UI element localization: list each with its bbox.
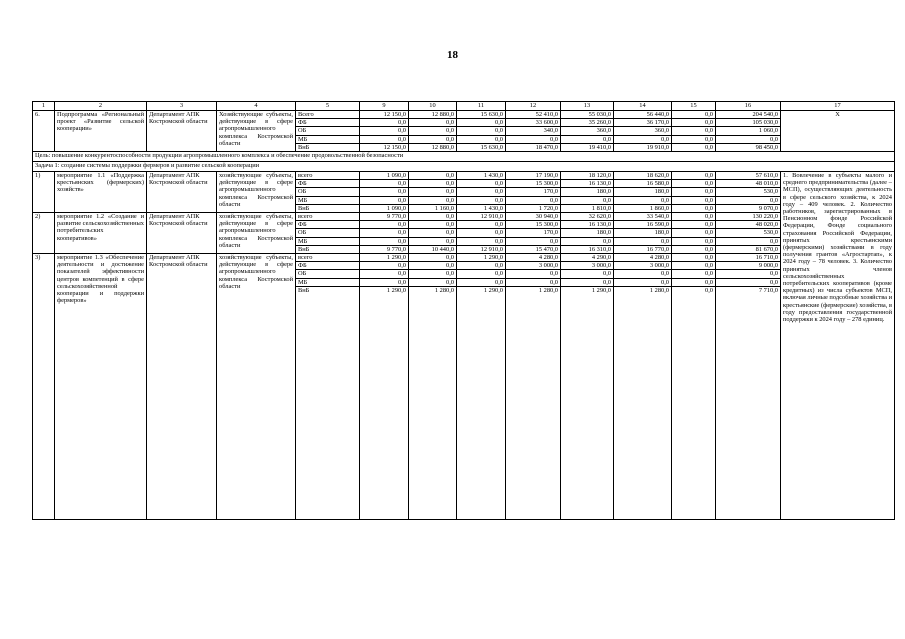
- amount-cell: 0,0: [457, 237, 506, 245]
- amount-cell: 9 070,0: [716, 204, 781, 212]
- amount-cell: 12 880,0: [409, 143, 457, 151]
- page-number: 18: [447, 49, 458, 61]
- column-header: 2: [55, 102, 147, 111]
- participants: хозяйствующие субъекты, действующие в сфере агропромышленного комплекса Костромской области: [217, 172, 296, 213]
- amount-cell: 0,0: [360, 229, 409, 237]
- amount-cell: 0,0: [672, 135, 716, 143]
- amount-cell: 12 150,0: [360, 111, 409, 119]
- amount-cell: 0,0: [672, 172, 716, 180]
- amount-cell: 0,0: [360, 221, 409, 229]
- amount-cell: 32 620,0: [561, 213, 614, 221]
- amount-cell: 16 580,0: [614, 180, 672, 188]
- amount-cell: 0,0: [672, 143, 716, 151]
- indicators: 1. Вовлечение в субъекты малого и среднего предпринимательства (далее – МСП), осуществляющих деятельность в сфере сельского хозяйства, к 2024 году – 409 человек. 2. Количество работников, зарегистрированных в Пенсионном фонде Российской Федерации, Фонде социального страхования Российской Федерации, принятых крестьянскими (фермерскими) хозяйствами в году получения грантов «Агростартап», к 2024 году – 78 человек. 3. Количество принятых членов сельскохозяйственных потребительских кооперативов (кроме кредитных) из числа субъектов МСП, включая личные подсобные хозяйства и крестьянские (фермерские) хозяйства, в году предоставления государственной поддержки к 2024 году – 278 единиц.: [781, 172, 895, 520]
- amount-cell: 0,0: [716, 135, 781, 143]
- amount-cell: 0,0: [672, 204, 716, 212]
- amount-cell: 1 430,0: [457, 204, 506, 212]
- funding-source: ФБ: [296, 119, 360, 127]
- goal-text: Цель: повышение конкурентоспособности продукции агропромышленного комплекса и обеспечение продовольственной безопасности: [33, 152, 895, 162]
- amount-cell: 48 010,0: [716, 180, 781, 188]
- amount-cell: 0,0: [672, 119, 716, 127]
- amount-cell: 0,0: [360, 237, 409, 245]
- funding-source: ВнБ: [296, 143, 360, 151]
- amount-cell: 0,0: [409, 254, 457, 262]
- amount-cell: 0,0: [561, 270, 614, 278]
- amount-cell: 0,0: [457, 229, 506, 237]
- table-row: [33, 213, 895, 221]
- amount-cell: 0,0: [672, 237, 716, 245]
- amount-cell: 1 290,0: [360, 254, 409, 262]
- amount-cell: 0,0: [614, 237, 672, 245]
- amount-cell: 0,0: [457, 262, 506, 270]
- amount-cell: 9 000,0: [716, 262, 781, 270]
- amount-cell: 9 770,0: [360, 245, 409, 253]
- amount-cell: 1 290,0: [360, 286, 409, 519]
- amount-cell: 15 300,0: [506, 180, 561, 188]
- participants: Хозяйствующие субъекты, действующие в сфере агропромышленного комплекса Костромской области: [217, 111, 296, 152]
- amount-cell: 15 630,0: [457, 111, 506, 119]
- amount-cell: 0,0: [672, 221, 716, 229]
- amount-cell: 3 000,0: [561, 262, 614, 270]
- amount-cell: 0,0: [672, 213, 716, 221]
- amount-cell: 0,0: [506, 135, 561, 143]
- executor: Департамент АПК Костромской области: [147, 111, 217, 152]
- amount-cell: 1 720,0: [506, 204, 561, 212]
- amount-cell: 0,0: [409, 196, 457, 204]
- amount-cell: 12 880,0: [409, 111, 457, 119]
- amount-cell: 340,0: [506, 127, 561, 135]
- column-header: 13: [561, 102, 614, 111]
- amount-cell: 55 030,0: [561, 111, 614, 119]
- amount-cell: 130 220,0: [716, 213, 781, 221]
- program-table: [32, 101, 895, 520]
- amount-cell: 0,0: [561, 196, 614, 204]
- amount-cell: 0,0: [672, 188, 716, 196]
- amount-cell: 1 810,0: [561, 204, 614, 212]
- amount-cell: 0,0: [457, 127, 506, 135]
- amount-cell: 530,0: [716, 188, 781, 196]
- amount-cell: 1 290,0: [561, 286, 614, 519]
- measure-name: мероприятие 1.3 «Обеспечение деятельности и достижение показателей эффективности центров компетенций в сфере сельскохозяйственной кооперации и поддержки фермеров»: [55, 254, 147, 520]
- amount-cell: 0,0: [360, 196, 409, 204]
- row-number: 3): [33, 254, 55, 520]
- table-row: [33, 111, 895, 119]
- amount-cell: 16 770,0: [614, 245, 672, 253]
- executor: Департамент АПК Костромской области: [147, 254, 217, 520]
- amount-cell: 4 290,0: [561, 254, 614, 262]
- amount-cell: 360,0: [614, 127, 672, 135]
- executor: Департамент АПК Костромской области: [147, 213, 217, 254]
- amount-cell: 36 170,0: [614, 119, 672, 127]
- amount-cell: 16 310,0: [561, 245, 614, 253]
- amount-cell: 0,0: [409, 229, 457, 237]
- funding-source: всего: [296, 213, 360, 221]
- measure-name: Подпрограмма «Региональный проект «Развитие сельской кооперации»: [55, 111, 147, 152]
- amount-cell: 0,0: [672, 270, 716, 278]
- amount-cell: 0,0: [672, 245, 716, 253]
- column-header: 15: [672, 102, 716, 111]
- amount-cell: 204 540,0: [716, 111, 781, 119]
- column-header: 4: [217, 102, 296, 111]
- amount-cell: 0,0: [457, 221, 506, 229]
- participants: хозяйствующие субъекты, действующие в сфере агропромышленного комплекса Костромской области: [217, 254, 296, 520]
- funding-source: всего: [296, 172, 360, 180]
- amount-cell: 15 470,0: [506, 245, 561, 253]
- amount-cell: 0,0: [457, 196, 506, 204]
- amount-cell: 0,0: [409, 213, 457, 221]
- amount-cell: 98 450,0: [716, 143, 781, 151]
- column-header: 17: [781, 102, 895, 111]
- amount-cell: 0,0: [614, 278, 672, 286]
- amount-cell: 1 280,0: [614, 286, 672, 519]
- amount-cell: 3 000,0: [614, 262, 672, 270]
- amount-cell: 0,0: [360, 278, 409, 286]
- amount-cell: 0,0: [457, 278, 506, 286]
- amount-cell: 1 160,0: [409, 204, 457, 212]
- measure-name: мероприятие 1.2 «Создание и развитие сельскохозяйственных потребительских кооперативов»: [55, 213, 147, 254]
- task-row: [33, 162, 895, 172]
- amount-cell: 0,0: [409, 127, 457, 135]
- amount-cell: 0,0: [506, 270, 561, 278]
- amount-cell: 0,0: [457, 188, 506, 196]
- amount-cell: 0,0: [409, 278, 457, 286]
- amount-cell: 17 190,0: [506, 172, 561, 180]
- amount-cell: 0,0: [672, 196, 716, 204]
- amount-cell: 12 150,0: [360, 143, 409, 151]
- amount-cell: 0,0: [716, 196, 781, 204]
- amount-cell: 170,0: [506, 229, 561, 237]
- funding-source: ВнБ: [296, 204, 360, 212]
- amount-cell: 0,0: [506, 278, 561, 286]
- amount-cell: 0,0: [672, 111, 716, 119]
- amount-cell: 0,0: [457, 119, 506, 127]
- amount-cell: 18 620,0: [614, 172, 672, 180]
- amount-cell: 180,0: [561, 188, 614, 196]
- amount-cell: 1 290,0: [457, 286, 506, 519]
- amount-cell: 16 130,0: [561, 180, 614, 188]
- amount-cell: 0,0: [561, 135, 614, 143]
- indicators: Х: [781, 111, 895, 152]
- amount-cell: 0,0: [409, 180, 457, 188]
- amount-cell: 0,0: [716, 237, 781, 245]
- amount-cell: 1 860,0: [614, 204, 672, 212]
- table-row: [33, 172, 895, 180]
- amount-cell: 56 440,0: [614, 111, 672, 119]
- column-header: 16: [716, 102, 781, 111]
- funding-source: ВнБ: [296, 245, 360, 253]
- participants: хозяйствующие субъекты, действующие в сфере агропромышленного комплекса Костромской области: [217, 213, 296, 254]
- amount-cell: 48 020,0: [716, 221, 781, 229]
- amount-cell: 0,0: [614, 270, 672, 278]
- amount-cell: 0,0: [561, 237, 614, 245]
- amount-cell: 0,0: [672, 286, 716, 519]
- amount-cell: 0,0: [672, 278, 716, 286]
- amount-cell: 7 710,0: [716, 286, 781, 519]
- amount-cell: 0,0: [457, 270, 506, 278]
- amount-cell: 360,0: [561, 127, 614, 135]
- amount-cell: 0,0: [409, 270, 457, 278]
- amount-cell: 15 300,0: [506, 221, 561, 229]
- amount-cell: 57 610,0: [716, 172, 781, 180]
- table-row: [33, 254, 895, 262]
- amount-cell: 0,0: [360, 119, 409, 127]
- amount-cell: 180,0: [561, 229, 614, 237]
- column-header: 9: [360, 102, 409, 111]
- amount-cell: 0,0: [457, 180, 506, 188]
- amount-cell: 0,0: [409, 119, 457, 127]
- amount-cell: 1 290,0: [457, 254, 506, 262]
- amount-cell: 0,0: [614, 196, 672, 204]
- funding-source: Всего: [296, 111, 360, 119]
- amount-cell: 0,0: [672, 180, 716, 188]
- amount-cell: 0,0: [672, 127, 716, 135]
- amount-cell: 0,0: [672, 262, 716, 270]
- funding-source: всего: [296, 254, 360, 262]
- amount-cell: 1 280,0: [409, 286, 457, 519]
- amount-cell: 16 130,0: [561, 221, 614, 229]
- column-header: 3: [147, 102, 217, 111]
- funding-source: ВнБ: [296, 286, 360, 519]
- amount-cell: 0,0: [409, 262, 457, 270]
- amount-cell: 19 910,0: [614, 143, 672, 151]
- amount-cell: 0,0: [614, 135, 672, 143]
- row-number: 6.: [33, 111, 55, 152]
- amount-cell: 0,0: [409, 188, 457, 196]
- funding-source: ОБ: [296, 270, 360, 278]
- amount-cell: 0,0: [409, 237, 457, 245]
- amount-cell: 3 000,0: [506, 262, 561, 270]
- amount-cell: 0,0: [672, 254, 716, 262]
- amount-cell: 18 470,0: [506, 143, 561, 151]
- amount-cell: 18 120,0: [561, 172, 614, 180]
- amount-cell: 1 090,0: [360, 172, 409, 180]
- amount-cell: 12 910,0: [457, 213, 506, 221]
- executor: Департамент АПК Костромской области: [147, 172, 217, 213]
- amount-cell: 0,0: [506, 237, 561, 245]
- amount-cell: 19 410,0: [561, 143, 614, 151]
- amount-cell: 4 280,0: [506, 254, 561, 262]
- amount-cell: 0,0: [672, 229, 716, 237]
- amount-cell: 0,0: [360, 135, 409, 143]
- funding-source: ФБ: [296, 180, 360, 188]
- task-text: Задача 1: создание системы поддержки фермеров и развитие сельской кооперации: [33, 162, 895, 172]
- amount-cell: 30 940,0: [506, 213, 561, 221]
- amount-cell: 52 410,0: [506, 111, 561, 119]
- column-header: 10: [409, 102, 457, 111]
- amount-cell: 4 280,0: [614, 254, 672, 262]
- amount-cell: 530,0: [716, 229, 781, 237]
- funding-source: МБ: [296, 278, 360, 286]
- amount-cell: 0,0: [506, 196, 561, 204]
- row-number: 2): [33, 213, 55, 254]
- funding-source: ФБ: [296, 221, 360, 229]
- amount-cell: 15 630,0: [457, 143, 506, 151]
- amount-cell: 180,0: [614, 229, 672, 237]
- amount-cell: 33 600,0: [506, 119, 561, 127]
- amount-cell: 10 440,0: [409, 245, 457, 253]
- column-header: 14: [614, 102, 672, 111]
- amount-cell: 0,0: [360, 262, 409, 270]
- amount-cell: 33 540,0: [614, 213, 672, 221]
- amount-cell: 0,0: [360, 180, 409, 188]
- amount-cell: 35 260,0: [561, 119, 614, 127]
- funding-source: ОБ: [296, 229, 360, 237]
- amount-cell: 1 430,0: [457, 172, 506, 180]
- funding-source: ОБ: [296, 188, 360, 196]
- amount-cell: 0,0: [716, 278, 781, 286]
- amount-cell: 0,0: [457, 135, 506, 143]
- header-row: [33, 102, 895, 111]
- funding-source: ФБ: [296, 262, 360, 270]
- funding-source: ОБ: [296, 127, 360, 135]
- amount-cell: 16 590,0: [614, 221, 672, 229]
- row-number: 1): [33, 172, 55, 213]
- amount-cell: 0,0: [561, 278, 614, 286]
- amount-cell: 1 280,0: [506, 286, 561, 519]
- column-header: 12: [506, 102, 561, 111]
- amount-cell: 105 030,0: [716, 119, 781, 127]
- column-header: 1: [33, 102, 55, 111]
- amount-cell: 0,0: [360, 188, 409, 196]
- amount-cell: 9 770,0: [360, 213, 409, 221]
- funding-source: МБ: [296, 135, 360, 143]
- amount-cell: 0,0: [409, 135, 457, 143]
- amount-cell: 180,0: [614, 188, 672, 196]
- column-header: 11: [457, 102, 506, 111]
- column-header: 5: [296, 102, 360, 111]
- amount-cell: 170,0: [506, 188, 561, 196]
- amount-cell: 0,0: [409, 221, 457, 229]
- amount-cell: 0,0: [360, 127, 409, 135]
- goal-row: [33, 152, 895, 162]
- amount-cell: 0,0: [360, 270, 409, 278]
- funding-source: МБ: [296, 196, 360, 204]
- amount-cell: 1 060,0: [716, 127, 781, 135]
- amount-cell: 0,0: [409, 172, 457, 180]
- amount-cell: 81 670,0: [716, 245, 781, 253]
- amount-cell: 12 910,0: [457, 245, 506, 253]
- amount-cell: 16 710,0: [716, 254, 781, 262]
- amount-cell: 1 090,0: [360, 204, 409, 212]
- measure-name: мероприятие 1.1 «Поддержка крестьянских (фермерских) хозяйств»: [55, 172, 147, 213]
- amount-cell: 0,0: [716, 270, 781, 278]
- funding-source: МБ: [296, 237, 360, 245]
